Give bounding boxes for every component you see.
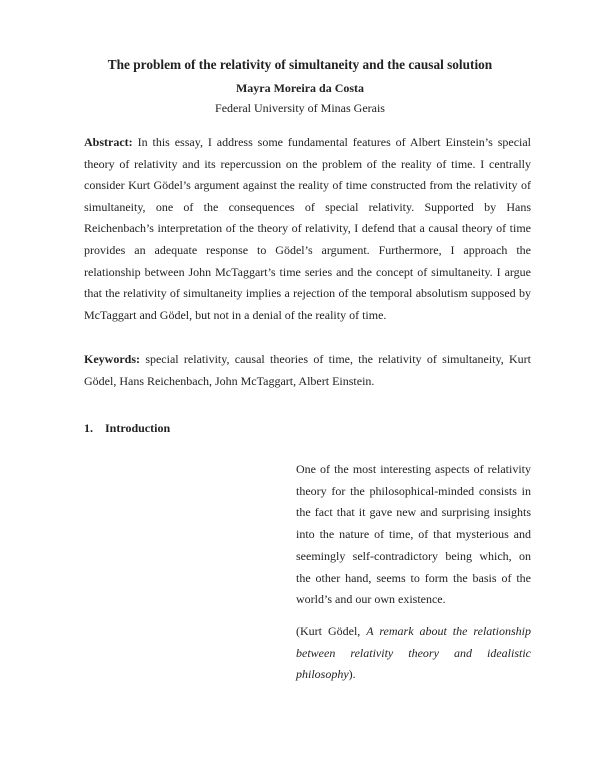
abstract-paragraph bbox=[84, 132, 531, 326]
citation-close: ). bbox=[348, 667, 356, 682]
section-heading bbox=[84, 420, 170, 436]
paper-title: The problem of the relativity of simultaneity and the causal solution bbox=[107, 57, 493, 72]
keywords-paragraph bbox=[84, 349, 531, 392]
abstract-label: Abstract: bbox=[84, 135, 133, 149]
keywords-label: Keywords: bbox=[84, 352, 140, 366]
epigraph-citation bbox=[296, 621, 531, 686]
citation-open: (Kurt Gödel, bbox=[296, 624, 367, 638]
section-title: Introduction bbox=[105, 421, 171, 435]
keywords-text: special relativity, causal theories of time, the relativity of simultaneity, Kurt Gödel, Hans Reichenbach, John McTaggart, Albert Einstein. bbox=[84, 352, 532, 388]
author-name: Mayra Moreira da Costa bbox=[235, 81, 365, 95]
author-affiliation: Federal University of Minas Gerais bbox=[215, 101, 385, 115]
citation-work-title: A remark about the relationship between relativity theory and idealistic philosophy bbox=[296, 624, 531, 682]
section-number: 1. bbox=[84, 421, 93, 435]
epigraph-quote: One of the most interesting aspects of relativity theory for the philosophical-minded consists in the fact that it gave new and surprising insights into the nature of time, of that mysterious and seemingly self-contradictory being which, on the other hand, seems to form the basis of the world’s and our own existence. bbox=[296, 462, 531, 607]
abstract-text: In this essay, I address some fundamental features of Albert Einstein’s special theory of relativity and its repercussion on the problem of the reality of time. I centrally consider Kurt Gödel’s argument against the reality of time constructed from the relativity of simultaneity, one of the consequences of special relativity. Supported by Hans Reichenbach’s interpretation of the theory of relativity, I defend that a causal theory of time provides an adequate response to Gödel’s argument. Furthermore, I approach the relationship between John McTaggart’s time series and the concept of simultaneity. I argue that the relativity of simultaneity implies a rejection of the temporal absolutism supposed by McTaggart and Gödel, but not in a denial of the reality of time. bbox=[84, 135, 532, 322]
